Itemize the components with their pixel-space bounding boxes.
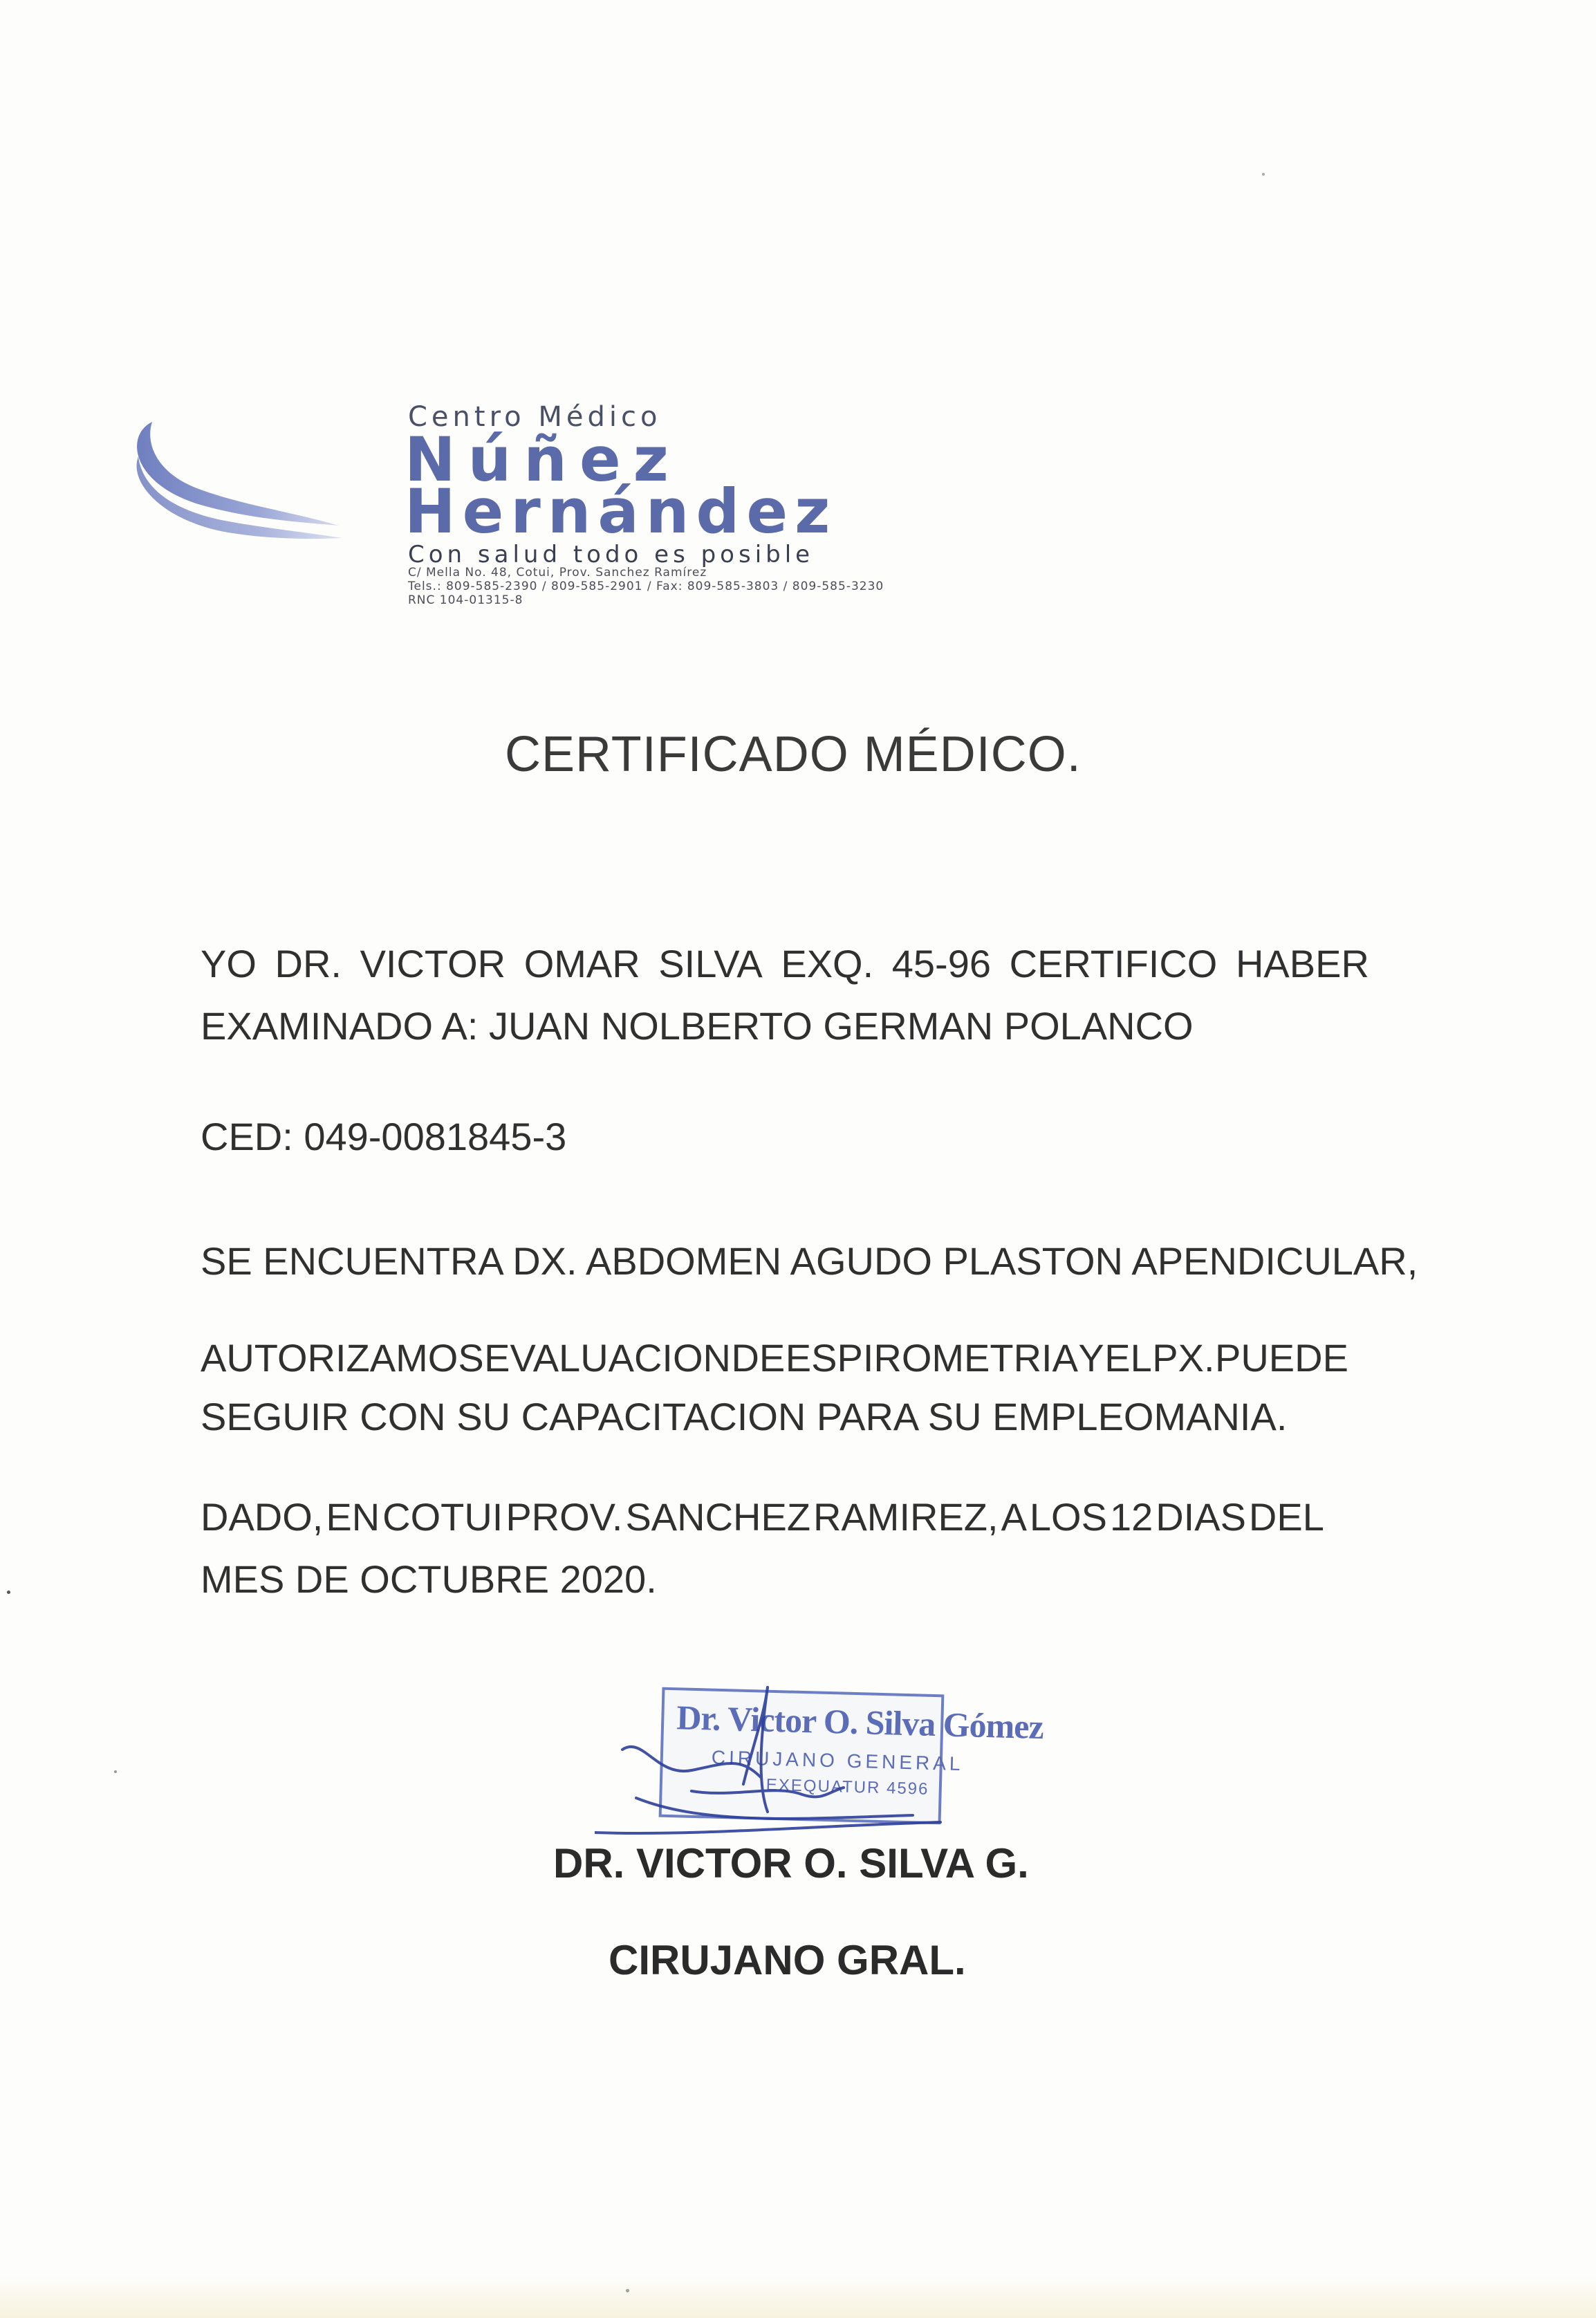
justified-word: EVALUACION <box>484 1336 731 1380</box>
justified-word: AUTORIZAMOS <box>201 1336 484 1380</box>
justified-word: A <box>1001 1495 1027 1539</box>
justified-word: DE <box>731 1336 786 1380</box>
document-title: CERTIFICADO MÉDICO. <box>505 727 1082 782</box>
paragraph-3-line-2: SEGUIR CON SU CAPACITACION PARA SU EMPLEOMANIA. <box>201 1395 1288 1438</box>
diagnosis-line: SE ENCUENTRA DX. ABDOMEN AGUDO PLASTON APENDICULAR, <box>201 1239 1418 1283</box>
logo-line-hernandez: Hernández <box>405 476 837 547</box>
paper-speck <box>114 1770 117 1773</box>
signer-name: DR. VICTOR O. SILVA G. <box>553 1840 1029 1886</box>
justified-word: EL <box>1104 1336 1152 1380</box>
signer-title: CIRUJANO GRAL. <box>609 1937 966 1983</box>
justified-word: HABER <box>1235 942 1369 985</box>
paragraph-3-line-1 <box>201 1328 1348 1389</box>
justified-word: VICTOR <box>360 942 506 985</box>
justified-word: EN <box>326 1495 380 1539</box>
justified-word: LOS <box>1029 1495 1107 1539</box>
letterhead <box>124 387 1023 607</box>
stamp-role: CIRUJANO GENERAL <box>711 1746 964 1775</box>
letterhead-phones: Tels.: 809-585-2390 / 809-585-2901 / Fax: 809-585-3803 / 809-585-3230 <box>408 580 884 593</box>
paper-speck <box>1262 173 1265 176</box>
paragraph-4-line-2: MES DE OCTUBRE 2020. <box>201 1557 657 1601</box>
justified-word: DADO, <box>201 1495 324 1539</box>
justified-word: PUEDE <box>1215 1336 1348 1380</box>
justified-word: RAMIREZ, <box>813 1495 999 1539</box>
justified-word: CERTIFICO <box>1009 942 1218 985</box>
justified-word: Y <box>1078 1336 1104 1380</box>
justified-word: SANCHEZ <box>625 1495 811 1539</box>
patient-cedula: CED: 049-0081845-3 <box>201 1115 567 1158</box>
letterhead-rnc: RNC 104-01315-8 <box>408 593 523 607</box>
justified-word: 12 <box>1109 1495 1153 1539</box>
logo-slogan: Con salud todo es posible <box>408 541 815 568</box>
justified-word: YO <box>201 942 257 985</box>
stamp-exequatur: EXEQUATUR 4596 <box>765 1775 929 1799</box>
justified-word: DIAS <box>1156 1495 1246 1539</box>
paragraph-4-line-1 <box>201 1487 1324 1548</box>
justified-word: 45-96 <box>891 942 991 985</box>
justified-word: DR. <box>275 942 342 985</box>
clinic-logo-swoosh <box>124 408 346 546</box>
justified-word: PX. <box>1152 1336 1215 1380</box>
paragraph-1-line-2: EXAMINADO A: JUAN NOLBERTO GERMAN POLANCO <box>201 1004 1194 1048</box>
justified-word: PROV. <box>505 1495 623 1539</box>
stamp-doctor-name: Dr. Victor O. Silva Gómez <box>676 1698 1044 1747</box>
justified-word: COTUI <box>382 1495 503 1539</box>
handwritten-signature <box>595 1673 954 1853</box>
justified-word: ESPIROMETRIA <box>785 1336 1078 1380</box>
justified-word: DEL <box>1248 1495 1324 1539</box>
letterhead-address: C/ Mella No. 48, Cotui, Prov. Sanchez Ramírez <box>408 566 707 580</box>
justified-word: EXQ. <box>781 942 874 985</box>
justified-word: OMAR <box>523 942 640 985</box>
paper-speck <box>7 1591 10 1594</box>
justified-word: SILVA <box>658 942 763 985</box>
paper-edge-shading <box>0 2277 1596 2318</box>
logo-line-nunez: Núñez <box>405 424 681 495</box>
paragraph-1-line-1 <box>201 934 1369 994</box>
logo-line-centro-medico: Centro Médico <box>408 401 662 433</box>
